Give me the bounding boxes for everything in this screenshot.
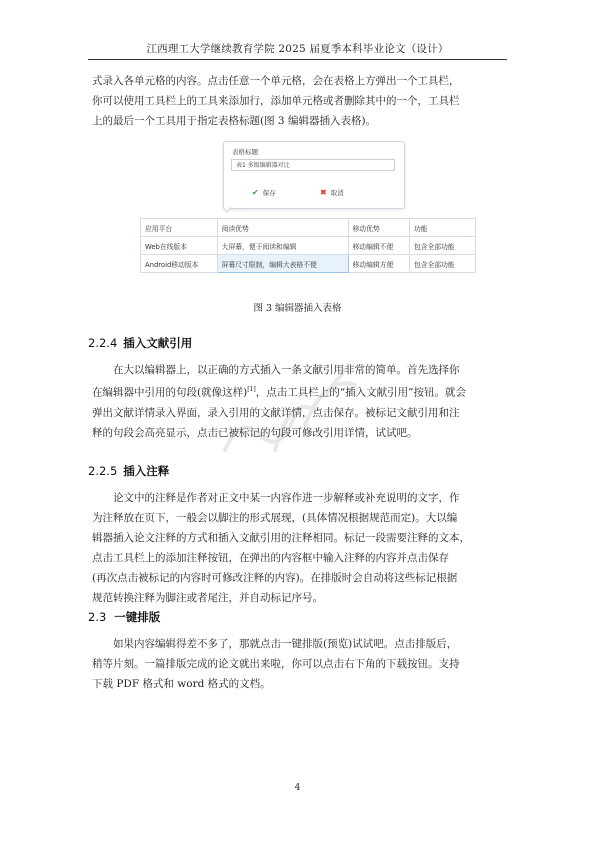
table-cell[interactable]: 包含全部功能 (409, 237, 475, 255)
paragraph-line: 在大以编辑器上，以正确的方式插入一条文献引用非常的简单。首先选择你 (113, 364, 460, 376)
section-number: 2.3 (88, 610, 107, 624)
table-cell[interactable]: 移动编辑方便 (348, 255, 409, 273)
table-cell[interactable]: 移动编辑不便 (348, 237, 409, 255)
header-rule (88, 59, 507, 60)
table-cell-selected[interactable]: 屏幕尺寸限制，编辑大表格不便 (217, 255, 348, 273)
paragraph-line: (再次点击被标记的内容时可修改注释的内容)。在排版时会自动将这些标记根据 (92, 572, 458, 584)
paragraph-text: ，点击工具栏上的“插入文献引用”按钮。就会 (255, 386, 466, 399)
page-number: 4 (294, 783, 301, 793)
section-title: 插入注释 (123, 464, 170, 478)
section-heading-2-2-5 (88, 463, 169, 479)
paragraph-line: 论文中的注释是作者对正文中某一内容作进一步解释或补充说明的文字，作 (113, 492, 460, 504)
section-heading-2-2-4 (88, 335, 192, 351)
paragraph-line: 弹出文献详情录入界面，录入引用的文献详情，点击保存。被标记文献引用和注 (92, 406, 460, 419)
cancel-button[interactable] (320, 188, 344, 197)
table-cell[interactable]: Android移动版本 (141, 255, 218, 273)
paragraph-line: 为注释放在页下，一般会以脚注的形式展现，(具体情况根据规范而定)。大以编 (92, 512, 458, 524)
table-caption-popup (223, 141, 405, 209)
table-cell[interactable]: Web在线版本 (141, 237, 218, 255)
section-title: 一键排版 (114, 610, 161, 624)
close-icon: ✖ (320, 188, 327, 197)
paragraph-text: 在编辑器中引用的句段(就像这样) (92, 386, 248, 399)
section-number: 2.2.5 (88, 464, 118, 478)
table-cell[interactable]: 阅读优势 (217, 219, 348, 237)
paragraph-line: 辑器插入论文注释的方式和插入文献引用的注释相同。标记一段需要注释的文本， (92, 532, 470, 544)
paragraph-line: 稍等片刻。一篇排版完成的论文就出来啦，你可以点击右下角的下载按钮。支持 (92, 658, 460, 670)
paragraph-line: 如果内容编辑得差不多了，那就点击一键排版(预览)试试吧。点击排版后， (113, 638, 458, 650)
popup-title: 表格标题 (232, 148, 258, 156)
running-header: 江西理工大学继续教育学院 2025 届夏季本科毕业论文（设计） (146, 43, 449, 55)
section-heading-2-3 (88, 609, 160, 625)
paragraph-line: 规范转换注释为脚注或者尾注，并自动标记序号。 (92, 592, 323, 604)
popup-pointer-icon (223, 207, 231, 215)
paragraph-line: 点击工具栏上的添加注释按钮，在弹出的内容框中输入注释的内容并点击保存 (92, 552, 449, 564)
check-icon: ✔ (252, 188, 259, 197)
figure-caption: 图 3 编辑器插入表格 (253, 303, 342, 314)
table-cell[interactable]: 功能 (409, 219, 475, 237)
table-row (141, 255, 476, 273)
paragraph-line: 释的句段会高亮显示，点击已被标记的句段可修改引用详情，试试吧。 (92, 426, 418, 439)
section-2-3-paragraph (92, 634, 510, 694)
intro-paragraph (92, 71, 510, 131)
table-cell[interactable]: 包含全部功能 (409, 255, 475, 273)
citation-mark: [1] (247, 386, 256, 393)
section-number: 2.2.4 (88, 336, 118, 350)
paragraph-line: 上的最后一个工具用于指定表格标题(图 3 编辑器插入表格)。 (92, 115, 377, 127)
table-row (141, 237, 476, 255)
table-cell[interactable]: 大屏幕，便于阅读和编辑 (217, 237, 348, 255)
save-button-label: 保存 (262, 189, 276, 197)
section-2-2-5-paragraph (92, 488, 510, 608)
table-cell[interactable]: 移动优势 (348, 219, 409, 237)
paragraph-line: 下载 PDF 格式和 word 格式的文档。 (92, 678, 271, 690)
paragraph-line: 你可以使用工具栏上的工具来添加行，添加单元格或者删除其中的一个，工具栏 (92, 95, 460, 107)
save-button[interactable] (252, 188, 276, 197)
paragraph-line: 式录入各单元格的内容。点击任意一个单元格，会在表格上方弹出一个工具栏， (92, 75, 460, 87)
table-header-row (141, 219, 476, 237)
watermark-stamp (205, 355, 375, 475)
cancel-button-label: 取消 (330, 189, 344, 197)
table-caption-input[interactable]: 表1 多级编辑器对比 (231, 159, 395, 171)
figure-editor-insert-table (140, 141, 476, 279)
table-cell[interactable]: 应用平台 (141, 219, 218, 237)
section-title: 插入文献引用 (123, 336, 193, 350)
comparison-table (140, 218, 476, 273)
